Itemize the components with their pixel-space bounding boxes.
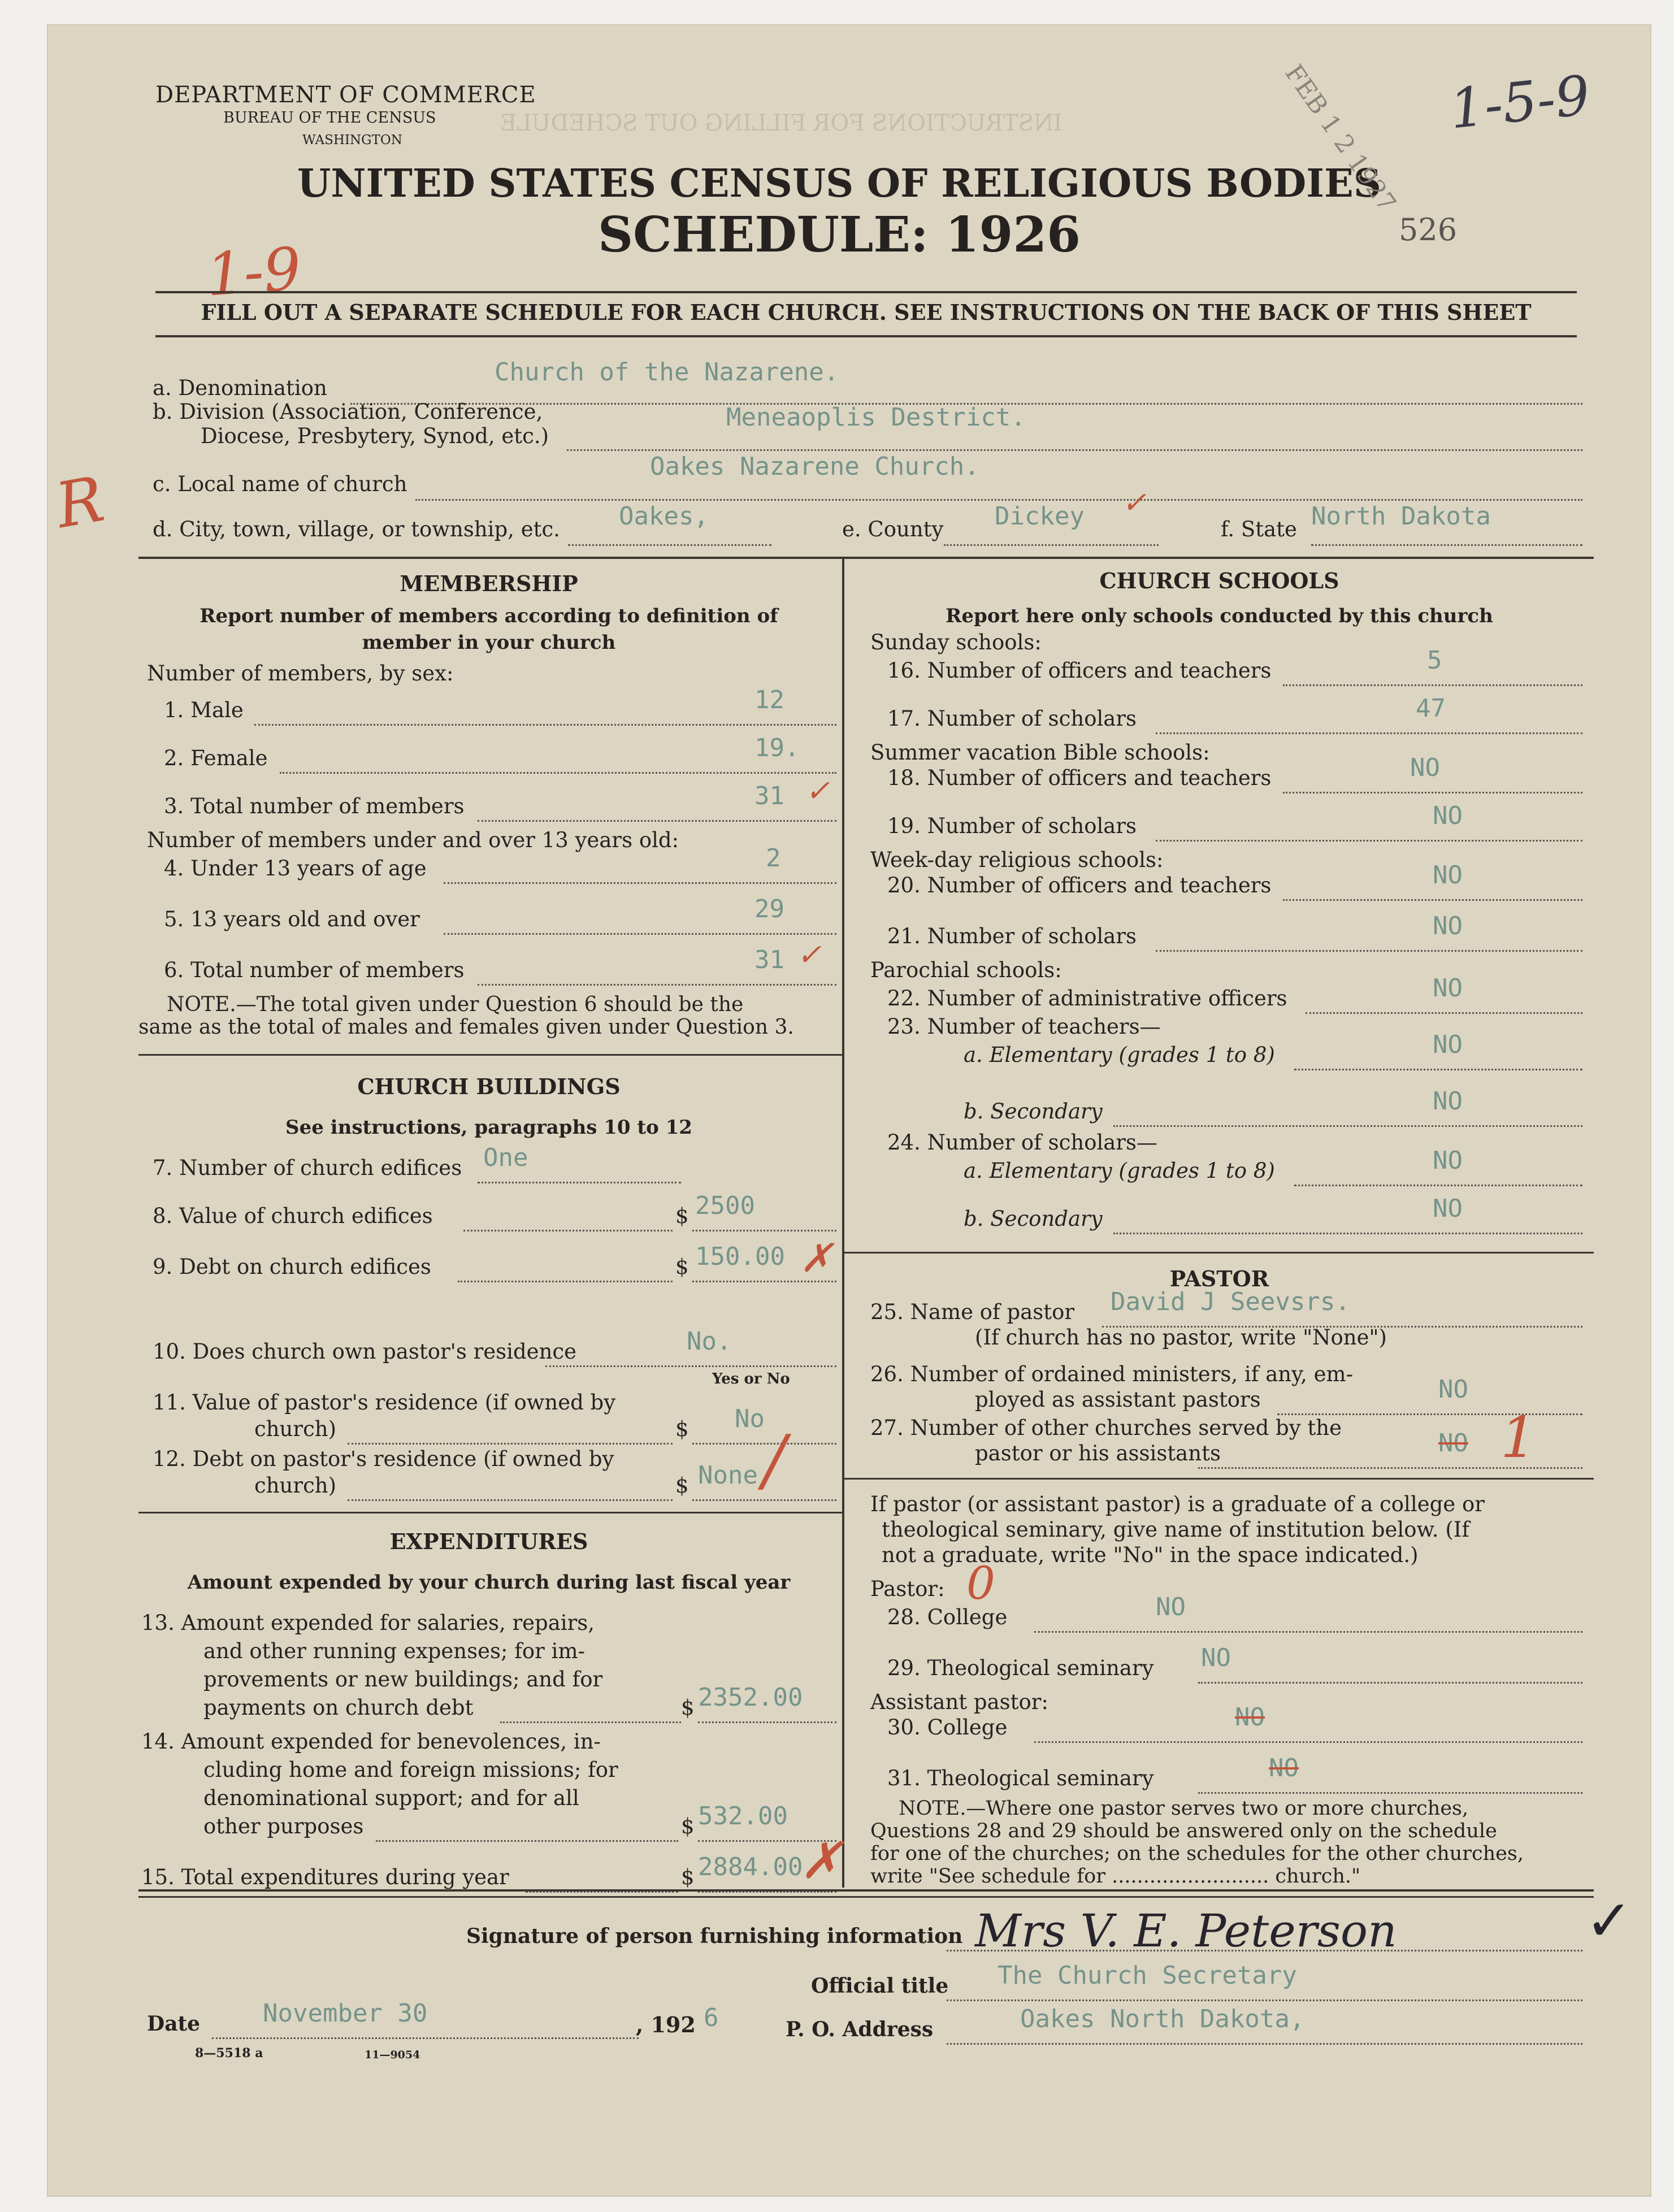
pastor-heading: PASTOR	[1169, 1266, 1269, 1291]
benevolences-label-4: other purposes	[203, 1814, 364, 1838]
owns-residence-label: 10. Does church own pastor's residence	[153, 1339, 577, 1364]
sunday-scholars-line	[1156, 732, 1582, 734]
pastor-seminary-value[interactable]: NO	[1201, 1643, 1231, 1672]
benevolences-label-3: denominational support; and for all	[203, 1786, 579, 1810]
sunday-scholars-value[interactable]: 47	[1416, 694, 1446, 723]
po-address-label: P. O. Address	[786, 2018, 934, 2041]
parochial-admin-value[interactable]: NO	[1433, 974, 1463, 1003]
teachers-elementary-line	[1294, 1069, 1582, 1070]
pastor-note-line3: for one of the churches; on the schedules for the other churches,	[870, 1842, 1524, 1865]
scholars-elementary-value[interactable]: NO	[1433, 1146, 1463, 1175]
male-line	[254, 724, 836, 726]
summer-officers-value[interactable]: NO	[1410, 753, 1440, 782]
state-line	[1311, 544, 1582, 546]
church-edifices-count-value[interactable]: One	[483, 1143, 528, 1172]
local-name-line	[415, 499, 1582, 501]
county-label: e. County	[842, 517, 944, 541]
top-rule	[155, 291, 1577, 293]
residence-value-label-line2: church)	[254, 1417, 337, 1441]
residence-value-label-line1: 11. Value of pastor's residence (if owned by	[153, 1390, 616, 1415]
summer-schools-heading: Summer vacation Bible schools:	[870, 740, 1210, 765]
church-debt-line	[458, 1281, 673, 1282]
total-members-age-label: 6. Total number of members	[164, 958, 465, 982]
church-debt-check: ✗	[800, 1235, 833, 1281]
schedule-number: 526	[1399, 212, 1458, 248]
church-edifices-value-line	[463, 1230, 673, 1231]
expenditures-heading: EXPENDITURES	[389, 1529, 588, 1554]
denomination-label: a. Denomination	[153, 376, 327, 400]
pastor-college-line	[1034, 1631, 1582, 1633]
total-expenditures-dollar: $	[681, 1865, 695, 1889]
church-debt-value[interactable]: 150.00	[695, 1242, 785, 1271]
membership-heading: MEMBERSHIP	[400, 571, 578, 596]
division-line	[567, 449, 1582, 451]
handwritten-code-left: 1-9	[203, 234, 303, 310]
pastor-college-value[interactable]: NO	[1156, 1593, 1186, 1621]
residence-debt-label-line1: 12. Debt on pastor's residence (if owned by	[153, 1447, 614, 1471]
expenditures-rule	[138, 1512, 842, 1513]
summer-officers-label: 18. Number of officers and teachers	[887, 766, 1272, 790]
sunday-schools-heading: Sunday schools:	[870, 630, 1042, 654]
assistant-seminary-value[interactable]: NO	[1269, 1754, 1299, 1782]
running-expenses-label-1: 13. Amount expended for salaries, repairs,	[141, 1611, 595, 1635]
county-value[interactable]: Dickey	[995, 502, 1085, 531]
summer-scholars-line	[1156, 840, 1582, 842]
buildings-rule	[138, 1054, 842, 1056]
total-members-sex-value[interactable]: 31	[754, 782, 784, 810]
running-expenses-dollar: $	[681, 1695, 695, 1720]
pastor-college-label: 28. College	[887, 1605, 1008, 1629]
teachers-secondary-label: b. Secondary	[964, 1099, 1103, 1124]
other-churches-value[interactable]: NO	[1438, 1429, 1468, 1458]
print-number: 11—9054	[365, 2049, 420, 2061]
summer-officers-line	[1283, 792, 1582, 793]
pastor-note-line2: Questions 28 and 29 should be answered only on the schedule	[870, 1820, 1497, 1842]
department-label: DEPARTMENT OF COMMERCE	[155, 82, 536, 108]
buildings-sub: See instructions, paragraphs 10 to 12	[285, 1116, 692, 1139]
signature-check-mark: ✓	[1585, 1888, 1633, 1954]
yes-or-no-hint: Yes or No	[712, 1370, 790, 1387]
section-rule-top	[138, 557, 1594, 559]
schools-sub: Report here only schools conducted by this church	[946, 605, 1493, 627]
pastor-education-handwritten: 0	[966, 1557, 995, 1610]
under-13-line	[444, 882, 836, 884]
county-check-mark: ✓	[1122, 486, 1147, 520]
expenditures-sub: Amount expended by your church during last fiscal year	[187, 1571, 791, 1594]
female-label: 2. Female	[164, 746, 268, 770]
schools-heading: CHURCH SCHOOLS	[1099, 568, 1339, 593]
official-title-line	[947, 2000, 1582, 2001]
church-edifices-count-label: 7. Number of church edifices	[153, 1156, 462, 1180]
signature-value[interactable]: Mrs V. E. Peterson	[975, 1905, 1397, 1957]
teachers-secondary-line	[1113, 1125, 1582, 1127]
owns-residence-value[interactable]: No.	[687, 1327, 732, 1356]
parochial-admin-line	[1306, 1012, 1582, 1014]
form-subtitle: SCHEDULE: 1926	[598, 206, 1081, 263]
local-name-label: c. Local name of church	[153, 472, 407, 496]
other-churches-label-line2: pastor or his assistants	[975, 1441, 1221, 1465]
date-label: Date	[147, 2012, 201, 2036]
benevolences-label-2: cluding home and foreign missions; for	[203, 1758, 618, 1782]
church-edifices-value[interactable]: 2500	[695, 1191, 755, 1220]
residence-debt-dollar: $	[675, 1473, 689, 1498]
city-label: WASHINGTON	[302, 133, 402, 148]
column-divider	[842, 557, 844, 1888]
pastor-name-note: (If church has no pastor, write "None")	[975, 1325, 1387, 1350]
church-debt-dollar: $	[675, 1255, 689, 1279]
buildings-heading: CHURCH BUILDINGS	[357, 1074, 621, 1099]
running-expenses-label-3: provements or new buildings; and for	[203, 1667, 603, 1691]
church-edifices-dollar: $	[675, 1204, 689, 1228]
graduate-text-line2: theological seminary, give name of institution below. (If	[882, 1517, 1470, 1542]
date-value[interactable]: November 30	[263, 1999, 428, 2028]
scholars-secondary-line	[1113, 1233, 1582, 1234]
other-churches-handwritten: 1	[1500, 1404, 1537, 1471]
total-expenditures-check: ✗	[800, 1831, 843, 1890]
running-expenses-value[interactable]: 2352.00	[698, 1683, 803, 1712]
scholars-secondary-value[interactable]: NO	[1433, 1194, 1463, 1223]
age-heading: Number of members under and over 13 years old:	[147, 828, 679, 852]
fill-instructions: FILL OUT A SEPARATE SCHEDULE FOR EACH CHURCH. SEE INSTRUCTIONS ON THE BACK OF THIS SHEET	[201, 300, 1532, 325]
parochial-teachers-label: 23. Number of teachers—	[887, 1014, 1161, 1039]
pastor-note-line4: write "See schedule for ......................... church."	[870, 1865, 1361, 1888]
state-label: f. State	[1221, 517, 1297, 541]
total-members-sex-check: ✓	[805, 774, 830, 808]
division-value[interactable]: Meneaoplis Destrict.	[726, 403, 1026, 432]
pastor-education-heading: Pastor:	[870, 1577, 945, 1601]
instruction-rule	[155, 335, 1577, 337]
residence-debt-label-line2: church)	[254, 1473, 337, 1498]
signature-rule-2	[138, 1896, 1594, 1898]
residence-strike-mark: /	[763, 1421, 786, 1500]
assistant-ministers-line	[1277, 1413, 1582, 1415]
scholars-elementary-label: a. Elementary (grades 1 to 8)	[964, 1159, 1275, 1183]
total-members-age-value[interactable]: 31	[754, 945, 784, 974]
weekday-officers-value[interactable]: NO	[1433, 861, 1463, 890]
total-expenditures-label: 15. Total expenditures during year	[141, 1865, 509, 1889]
assistant-ministers-label-line1: 26. Number of ordained ministers, if any, em-	[870, 1362, 1354, 1386]
official-title-value[interactable]: The Church Secretary	[998, 1961, 1297, 1990]
signature-label: Signature of person furnishing information	[466, 1924, 963, 1948]
total-expenditures-value[interactable]: 2884.00	[698, 1853, 803, 1881]
summer-scholars-label: 19. Number of scholars	[887, 814, 1137, 838]
official-title-label: Official title	[811, 1974, 949, 1998]
total-members-sex-label: 3. Total number of members	[164, 794, 465, 818]
year-prefix: , 192	[636, 2012, 696, 2037]
members-by-sex-heading: Number of members, by sex:	[147, 661, 454, 686]
residence-value-value[interactable]: No	[735, 1404, 765, 1433]
local-name-value[interactable]: Oakes Nazarene Church.	[650, 452, 979, 481]
city-town-value[interactable]: Oakes,	[619, 502, 709, 531]
signature-rule-1	[138, 1889, 1594, 1892]
city-town-label: d. City, town, village, or township, etc.	[153, 517, 560, 541]
graduate-text-line3: not a graduate, write "No" in the space indicated.)	[882, 1543, 1419, 1567]
running-expenses-label-4: payments on church debt	[203, 1695, 474, 1720]
over-13-value[interactable]: 29	[754, 895, 784, 923]
assistant-college-line	[1034, 1741, 1582, 1743]
city-town-line	[568, 544, 771, 546]
church-edifices-amount-line	[692, 1230, 836, 1231]
over-13-label: 5. 13 years old and over	[164, 907, 420, 931]
church-edifices-count-line	[478, 1182, 681, 1183]
owns-residence-line	[545, 1365, 836, 1367]
total-members-age-line	[478, 984, 836, 986]
under-13-value[interactable]: 2	[766, 844, 781, 873]
total-members-age-check: ✓	[797, 938, 822, 972]
parochial-admin-label: 22. Number of administrative officers	[887, 986, 1287, 1010]
other-churches-label-line1: 27. Number of other churches served by the	[870, 1416, 1342, 1440]
division-label-line2: Diocese, Presbytery, Synod, etc.)	[201, 424, 549, 448]
received-date-stamp: FEB 1 2 1927	[1279, 59, 1402, 218]
pastor-note-line1: NOTE.—Where one pastor serves two or more churches,	[899, 1797, 1469, 1820]
state-value[interactable]: North Dakota	[1311, 502, 1491, 531]
church-debt-label: 9. Debt on church edifices	[153, 1255, 431, 1279]
bleed-through-heading: INSTRUCTIONS FOR FILLING OUT SCHEDULE	[500, 110, 1062, 136]
graduate-rule	[842, 1478, 1594, 1480]
pastor-name-label: 25. Name of pastor	[870, 1300, 1075, 1324]
graduate-text-line1: If pastor (or assistant pastor) is a graduate of a college or	[870, 1492, 1485, 1516]
total-members-sex-line	[478, 820, 836, 822]
benevolences-label-1: 14. Amount expended for benevolences, in-	[141, 1729, 601, 1754]
assistant-pastor-heading: Assistant pastor:	[870, 1690, 1048, 1714]
denomination-value[interactable]: Church of the Nazarene.	[495, 358, 839, 387]
assistant-ministers-label-line2: ployed as assistant pastors	[975, 1387, 1261, 1412]
assistant-college-value[interactable]: NO	[1235, 1703, 1265, 1732]
year-value[interactable]: 6	[704, 2003, 719, 2032]
church-edifices-value-label: 8. Value of church edifices	[153, 1204, 433, 1228]
male-label: 1. Male	[164, 698, 244, 722]
over-13-line	[444, 933, 836, 935]
assistant-seminary-label: 31. Theological seminary	[887, 1766, 1154, 1790]
female-value[interactable]: 19.	[754, 734, 800, 762]
date-line	[212, 2037, 639, 2039]
residence-value-dollar: $	[675, 1417, 689, 1441]
weekday-scholars-line	[1156, 950, 1582, 952]
form-title: UNITED STATES CENSUS OF RELIGIOUS BODIES	[297, 161, 1381, 206]
summer-scholars-value[interactable]: NO	[1433, 801, 1463, 830]
pastor-rule	[842, 1252, 1594, 1254]
pastor-seminary-label: 29. Theological seminary	[887, 1656, 1154, 1680]
parochial-scholars-label: 24. Number of scholars—	[887, 1130, 1158, 1155]
benevolences-dollar: $	[681, 1814, 695, 1838]
scholars-secondary-label: b. Secondary	[964, 1207, 1103, 1231]
weekday-officers-line	[1283, 899, 1582, 901]
assistant-college-label: 30. College	[887, 1715, 1008, 1740]
running-expenses-line	[500, 1721, 681, 1723]
membership-note-line1: NOTE.—The total given under Question 6 should be the	[167, 993, 744, 1016]
form-number: 8—5518 a	[195, 2046, 263, 2061]
running-expenses-label-2: and other running expenses; for im-	[203, 1639, 586, 1663]
po-address-line	[947, 2043, 1582, 2045]
county-line	[944, 544, 1159, 546]
female-line	[280, 772, 836, 774]
assistant-ministers-value[interactable]: NO	[1438, 1375, 1468, 1404]
benevolences-line	[376, 1840, 678, 1842]
sunday-officers-line	[1283, 684, 1582, 686]
pastor-name-value[interactable]: David J Seevsrs.	[1111, 1287, 1350, 1316]
weekday-schools-heading: Week-day religious schools:	[870, 848, 1164, 872]
sunday-officers-label: 16. Number of officers and teachers	[887, 658, 1272, 683]
weekday-scholars-label: 21. Number of scholars	[887, 924, 1137, 948]
teachers-secondary-value[interactable]: NO	[1433, 1087, 1463, 1116]
membership-note-line2: same as the total of males and females given under Question 3.	[138, 1016, 794, 1039]
assistant-seminary-line	[1198, 1792, 1582, 1794]
bureau-label: BUREAU OF THE CENSUS	[223, 109, 436, 127]
weekday-officers-label: 20. Number of officers and teachers	[887, 873, 1272, 897]
male-value[interactable]: 12	[754, 686, 784, 714]
scholars-elementary-line	[1294, 1185, 1582, 1186]
handwritten-r-mark: R	[50, 462, 110, 543]
membership-sub-line1: Report number of members according to definition of	[200, 605, 778, 627]
handwritten-code-top: 1-5-9	[1446, 63, 1593, 141]
po-address-value[interactable]: Oakes North Dakota,	[1020, 2005, 1305, 2033]
census-schedule-sheet	[48, 25, 1650, 2196]
parochial-schools-heading: Parochial schools:	[870, 958, 1062, 982]
sunday-officers-value[interactable]: 5	[1427, 646, 1442, 675]
under-13-label: 4. Under 13 years of age	[164, 856, 427, 881]
pastor-seminary-line	[1198, 1682, 1582, 1684]
division-label-line1: b. Division (Association, Conference,	[153, 400, 543, 424]
residence-debt-value[interactable]: None	[698, 1461, 758, 1490]
residence-value-line	[348, 1443, 673, 1445]
running-expenses-amount-line	[698, 1721, 836, 1723]
membership-sub-line2: member in your church	[362, 631, 616, 654]
weekday-scholars-value[interactable]: NO	[1433, 912, 1463, 940]
residence-debt-line	[348, 1499, 673, 1501]
benevolences-value[interactable]: 532.00	[698, 1802, 788, 1831]
teachers-elementary-label: a. Elementary (grades 1 to 8)	[964, 1043, 1275, 1067]
teachers-elementary-value[interactable]: NO	[1433, 1030, 1463, 1059]
sunday-scholars-label: 17. Number of scholars	[887, 706, 1137, 731]
